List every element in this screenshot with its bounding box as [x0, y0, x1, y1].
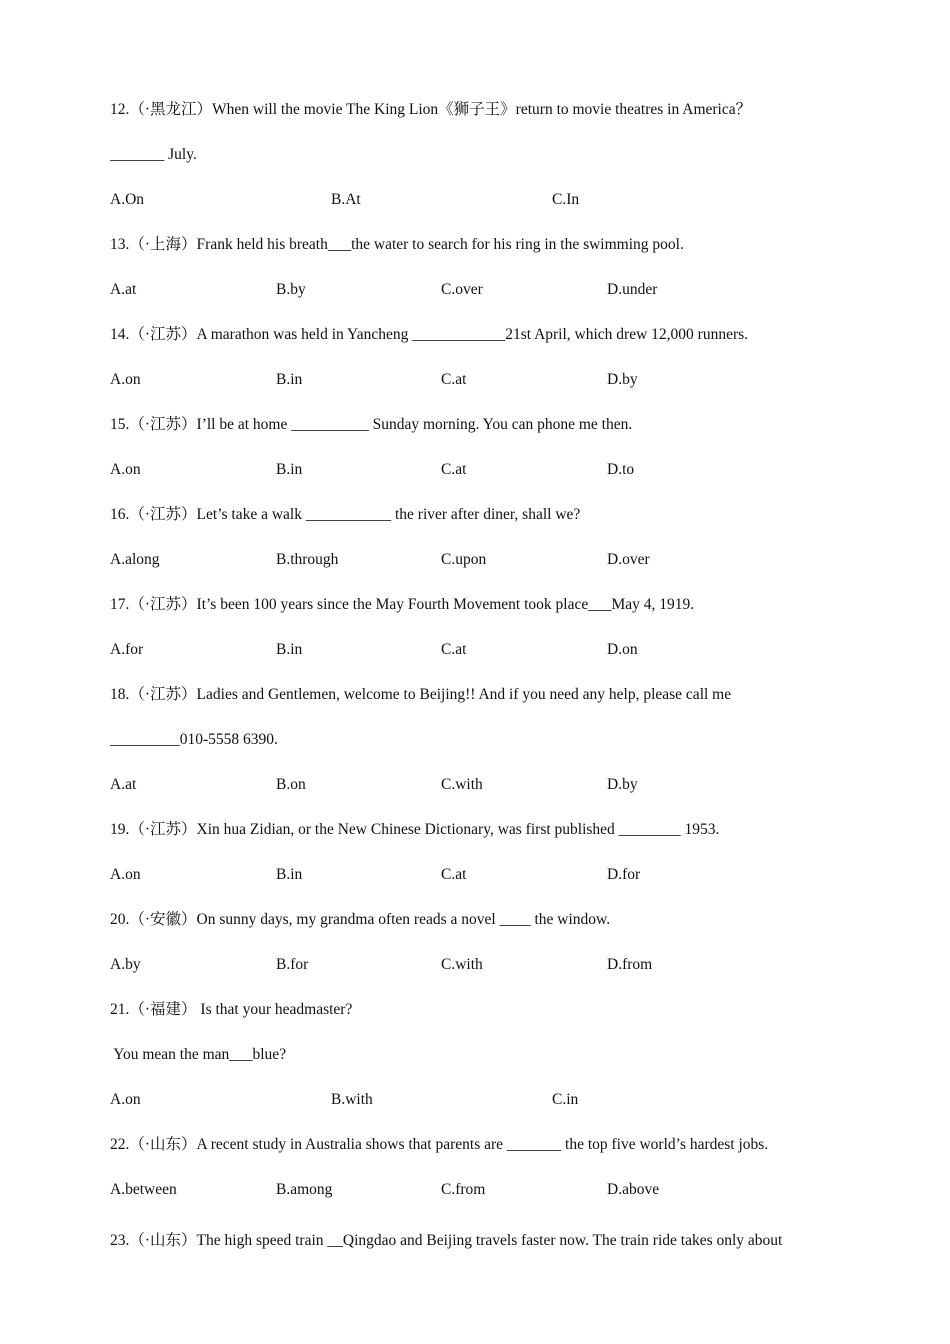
question-19-stem: 19.（·江苏）Xin hua Zidian, or the New Chinese Dictionary, was first published ________ 1953. — [110, 821, 720, 838]
question-17-option-c: C.at — [441, 641, 467, 658]
question-21-option-a: A.on — [110, 1091, 141, 1108]
question-17-stem: 17.（·江苏）It’s been 100 years since the May Fourth Movement took place___May 4, 1919. — [110, 596, 695, 613]
question-20-option-d: D.from — [607, 956, 653, 973]
question-17-option-d: D.on — [607, 641, 638, 658]
question-20-option-a: A.by — [110, 956, 141, 973]
question-13-stem: 13.（·上海）Frank held his breath___the water to search for his ring in the swimming pool. — [110, 236, 684, 253]
question-22-option-b: B.among — [276, 1181, 333, 1198]
question-16-option-c: C.upon — [441, 551, 487, 568]
question-16-option-d: D.over — [607, 551, 650, 568]
question-20-option-b: B.for — [276, 956, 309, 973]
question-15-option-b: B.in — [276, 461, 303, 478]
question-22-stem: 22.（·山东）A recent study in Australia shows that parents are _______ the top five world’s hardest jobs. — [110, 1136, 769, 1153]
question-13-option-a: A.at — [110, 281, 137, 298]
question-17-option-a: A.for — [110, 641, 144, 658]
question-21-option-c: C.in — [552, 1091, 579, 1108]
question-15-stem: 15.（·江苏）I’ll be at home __________ Sunday morning. You can phone me then. — [110, 416, 633, 433]
question-17-option-b: B.in — [276, 641, 303, 658]
question-18-stem-continued: _________010-5558 6390. — [110, 731, 278, 748]
question-22-option-d: D.above — [607, 1181, 660, 1198]
question-19-option-c: C.at — [441, 866, 467, 883]
question-12-stem-continued: _______ July. — [110, 146, 197, 163]
question-18-option-d: D.by — [607, 776, 638, 793]
question-16-stem: 16.（·江苏）Let’s take a walk ___________ the river after diner, shall we? — [110, 506, 581, 523]
question-14-option-a: A.on — [110, 371, 141, 388]
question-19-option-d: D.for — [607, 866, 641, 883]
question-16-option-a: A.along — [110, 551, 160, 568]
question-18-option-c: C.with — [441, 776, 483, 793]
question-12-option-c: C.In — [552, 191, 580, 208]
question-13-option-b: B.by — [276, 281, 306, 298]
question-13-option-c: C.over — [441, 281, 483, 298]
question-22-option-a: A.between — [110, 1181, 177, 1198]
question-15-option-c: C.at — [441, 461, 467, 478]
question-14-option-d: D.by — [607, 371, 638, 388]
question-22-option-c: C.from — [441, 1181, 486, 1198]
question-21-stem: 21.（·福建） Is that your headmaster? — [110, 1001, 353, 1018]
question-23-stem: 23.（·山东）The high speed train __Qingdao and Beijing travels faster now. The train ride takes only about — [110, 1232, 783, 1249]
question-16-option-b: B.through — [276, 551, 339, 568]
question-15-option-a: A.on — [110, 461, 141, 478]
question-18-option-b: B.on — [276, 776, 306, 793]
question-21-stem-continued: You mean the man___blue? — [110, 1046, 287, 1063]
question-18-option-a: A.at — [110, 776, 137, 793]
question-19-option-a: A.on — [110, 866, 141, 883]
question-19-option-b: B.in — [276, 866, 303, 883]
question-12-stem: 12.（·黑龙江）When will the movie The King Lion《狮子王》return to movie theatres in America？ — [110, 101, 752, 118]
question-18-stem: 18.（·江苏）Ladies and Gentlemen, welcome to Beijing!! And if you need any help, please call me — [110, 686, 732, 703]
question-14-option-c: C.at — [441, 371, 467, 388]
question-15-option-d: D.to — [607, 461, 635, 478]
question-13-option-d: D.under — [607, 281, 658, 298]
question-21-option-b: B.with — [331, 1091, 373, 1108]
question-20-stem: 20.（·安徽）On sunny days, my grandma often reads a novel ____ the window. — [110, 911, 611, 928]
question-14-option-b: B.in — [276, 371, 303, 388]
question-14-stem: 14.（·江苏）A marathon was held in Yancheng ____________21st April, which drew 12,000 runners. — [110, 326, 749, 343]
question-20-option-c: C.with — [441, 956, 483, 973]
question-12-option-a: A.On — [110, 191, 145, 208]
question-12-option-b: B.At — [331, 191, 361, 208]
